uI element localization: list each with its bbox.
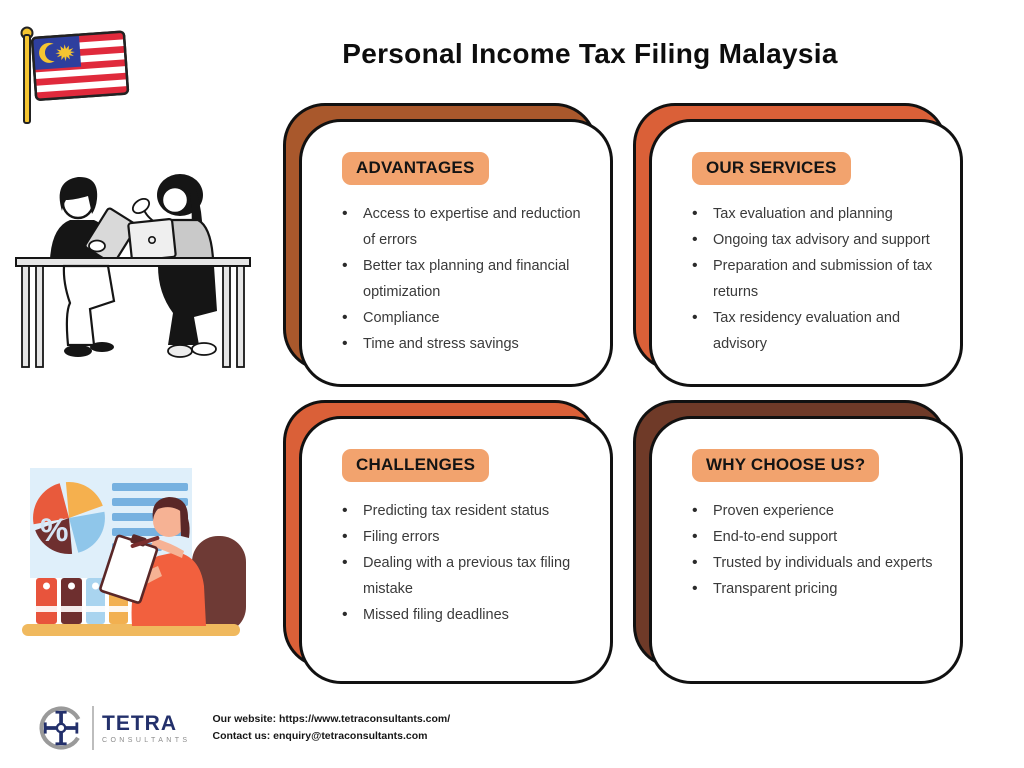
card-our-services-badge: OUR SERVICES — [692, 152, 851, 185]
page-title: Personal Income Tax Filing Malaysia — [342, 38, 838, 69]
list-item: • Preparation and submission of tax returns — [692, 253, 936, 305]
logo-name: TETRA — [102, 711, 177, 735]
list-item: • Ongoing tax advisory and support — [692, 227, 936, 253]
list-item: • Compliance — [342, 305, 586, 331]
tetra-logo-icon — [36, 702, 88, 754]
list-item: • Tax evaluation and planning — [692, 201, 936, 227]
analysis-illustration — [12, 458, 252, 648]
card-challenges-list — [342, 498, 586, 628]
list-item: • Predicting tax resident status — [342, 498, 586, 524]
list-item: • End-to-end support — [692, 524, 936, 550]
list-item: • Proven experience — [692, 498, 936, 524]
svg-text:%: % — [40, 512, 69, 548]
footer-website-line: Our website: https://www.tetraconsultants.com/ — [212, 713, 451, 725]
card-why-choose-us — [633, 400, 964, 685]
card-why-choose-us-list — [692, 498, 936, 602]
footer — [36, 702, 450, 754]
card-advantages — [283, 103, 614, 388]
card-advantages-body — [299, 119, 613, 387]
card-our-services — [633, 103, 964, 388]
card-advantages-list — [342, 201, 586, 357]
meeting-illustration — [8, 163, 258, 373]
malaysia-flag-icon — [12, 20, 134, 130]
list-item: • Filing errors — [342, 524, 586, 550]
list-item: • Transparent pricing — [692, 576, 936, 602]
list-item: • Better tax planning and financial optimization — [342, 253, 586, 305]
list-item: • Tax residency evaluation and advisory — [692, 305, 936, 357]
list-item: • Dealing with a previous tax filing mistake — [342, 550, 586, 602]
logo-divider — [92, 706, 94, 750]
list-item: • Trusted by individuals and experts — [692, 550, 936, 576]
card-why-choose-us-body — [649, 416, 963, 684]
logo-subtitle: CONSULTANTS — [102, 736, 191, 744]
card-challenges-badge: CHALLENGES — [342, 449, 489, 482]
card-challenges — [283, 400, 614, 685]
card-our-services-body — [649, 119, 963, 387]
card-why-choose-us-badge: WHY CHOOSE US? — [692, 449, 879, 482]
footer-contact-line: Contact us: enquiry@tetraconsultants.com — [212, 730, 428, 742]
list-item: • Time and stress savings — [342, 331, 586, 357]
list-item: • Missed filing deadlines — [342, 602, 586, 628]
tetra-consultants-logo — [36, 702, 190, 754]
card-challenges-body — [299, 416, 613, 684]
card-our-services-list — [692, 201, 936, 357]
card-advantages-badge: ADVANTAGES — [342, 152, 489, 185]
list-item: • Access to expertise and reduction of errors — [342, 201, 586, 253]
